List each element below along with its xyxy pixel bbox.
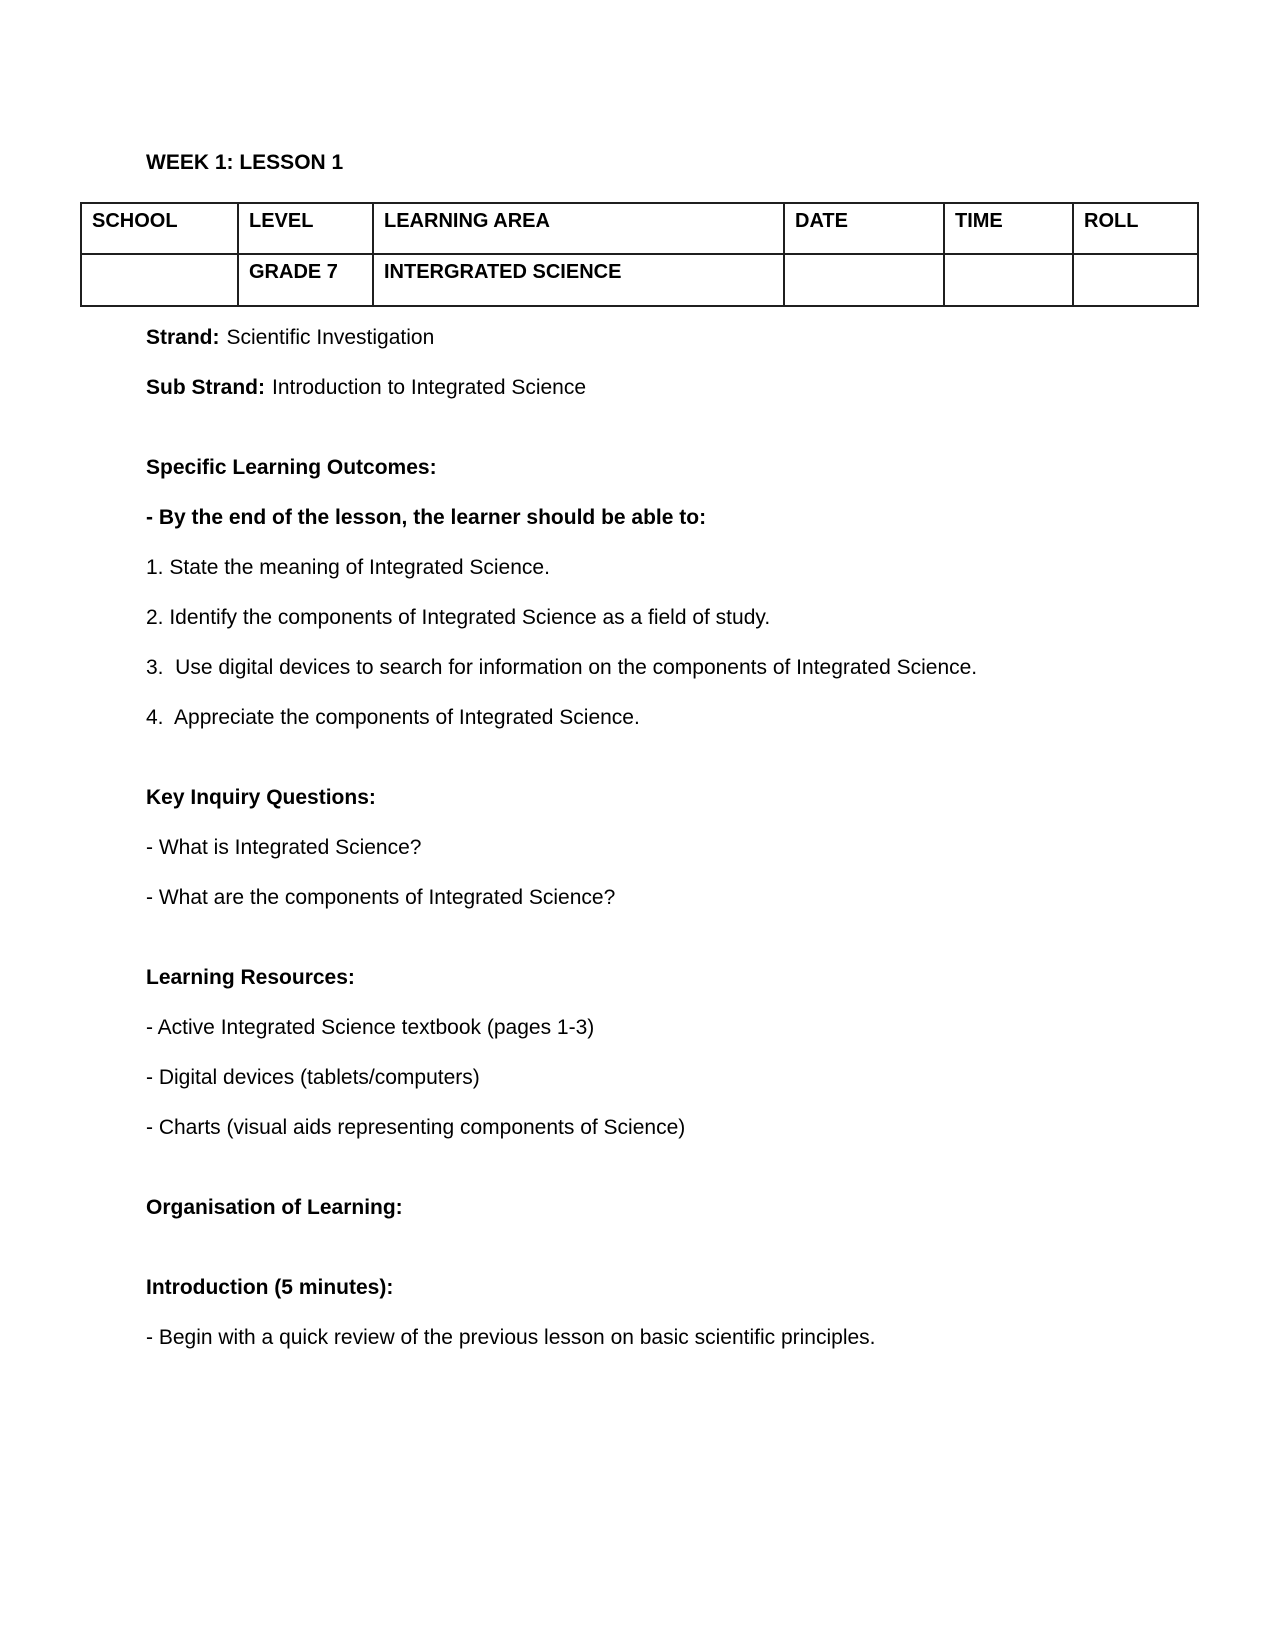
organisation-heading: Organisation of Learning: [146,1196,403,1219]
key-inquiry-heading: Key Inquiry Questions: [146,786,376,809]
header-level: LEVEL [238,203,373,254]
cell-time-value [944,254,1073,306]
introduction-item-1: - Begin with a quick review of the previous lesson on basic scientific principles. [146,1326,876,1349]
header-learning-area: LEARNING AREA [373,203,784,254]
header-roll: ROLL [1073,203,1198,254]
resource-item-2: - Digital devices (tablets/computers) [146,1066,480,1089]
header-time: TIME [944,203,1073,254]
resource-item-1: - Active Integrated Science textbook (pages 1-3) [146,1016,595,1039]
outcome-item-3: 3. Use digital devices to search for information on the components of Integrated Science. [146,656,978,679]
sub-strand-value: Introduction to Integrated Science [272,376,587,399]
table-row [81,254,1198,306]
sub-strand-line [146,373,1275,403]
outcomes-heading: Specific Learning Outcomes: [146,456,437,479]
strand-value: Scientific Investigation [226,326,435,349]
document-body [146,323,1275,1353]
sub-strand-label: Sub Strand: [146,376,265,399]
outcome-item-2: 2. Identify the components of Integrated Science as a field of study. [146,606,771,629]
key-inquiry-item-2: - What are the components of Integrated Science? [146,886,616,909]
page-title: WEEK 1: LESSON 1 [146,151,344,174]
key-inquiry-item-1: - What is Integrated Science? [146,836,422,859]
lesson-info-table [80,202,1199,307]
header-school: SCHOOL [81,203,238,254]
strand-line [146,323,1275,353]
resource-item-3: - Charts (visual aids representing components of Science) [146,1116,686,1139]
header-date: DATE [784,203,944,254]
cell-learning-area-value: INTERGRATED SCIENCE [373,254,784,306]
outcome-item-4: 4. Appreciate the components of Integrated Science. [146,706,640,729]
outcomes-intro: - By the end of the lesson, the learner should be able to: [146,506,707,529]
cell-school-value [81,254,238,306]
introduction-heading: Introduction (5 minutes): [146,1276,394,1299]
strand-label: Strand: [146,326,220,349]
table-header-row [81,203,1198,254]
cell-date-value [784,254,944,306]
cell-level-value: GRADE 7 [238,254,373,306]
cell-roll-value [1073,254,1198,306]
outcome-item-1: 1. State the meaning of Integrated Science. [146,556,550,579]
resources-heading: Learning Resources: [146,966,355,989]
